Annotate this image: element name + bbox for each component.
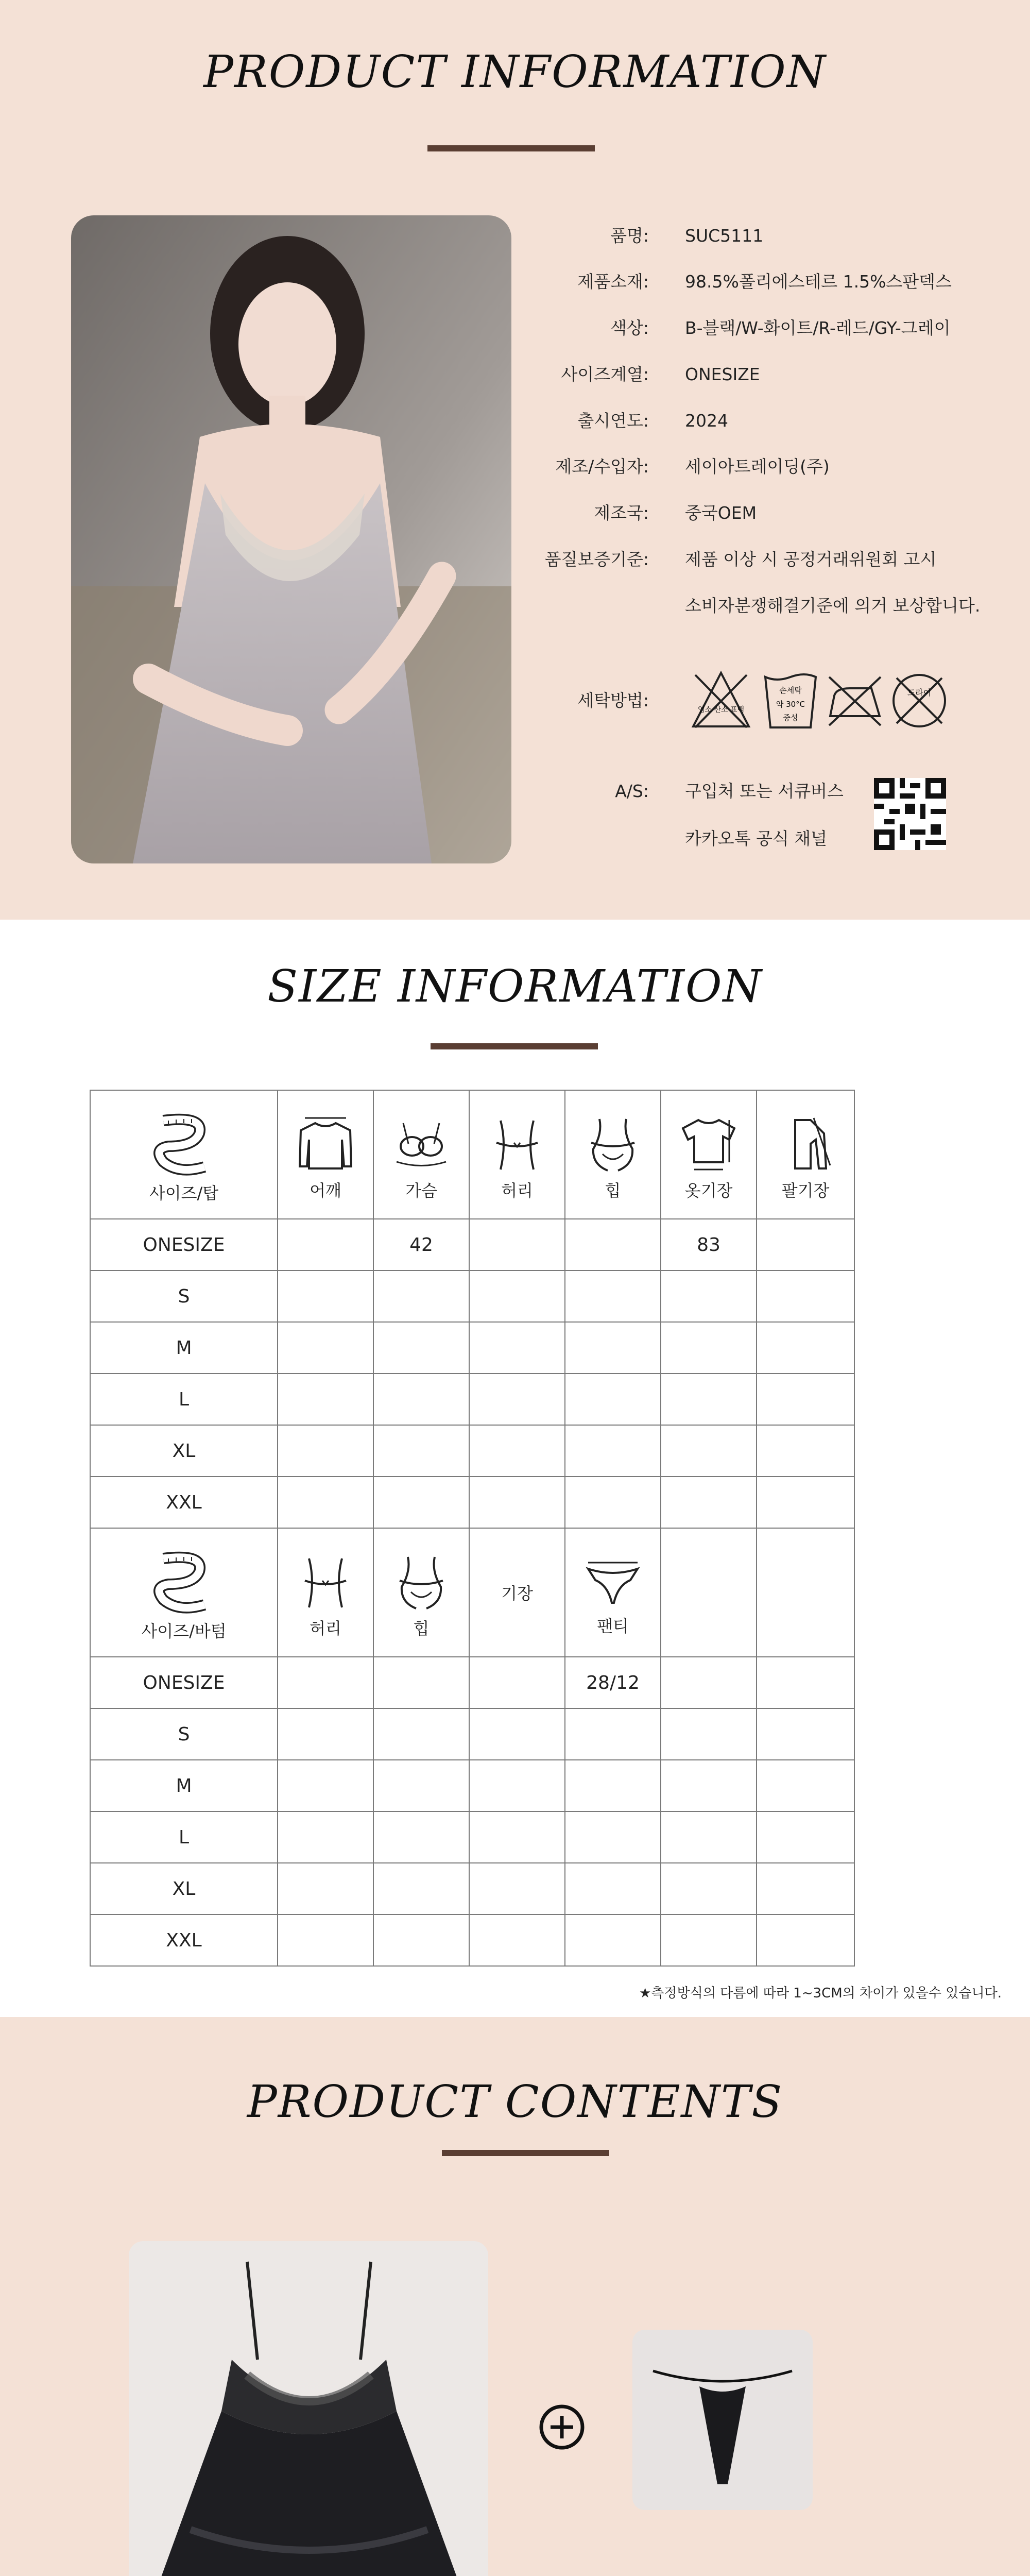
hip-icon: [390, 1551, 452, 1613]
top-cell: [757, 1374, 854, 1425]
bottom-row: [90, 1657, 854, 1708]
top-header-label: 사이즈/탑: [149, 1183, 219, 1203]
bottom-header-label: 허리: [310, 1619, 341, 1638]
bottom-cell: [469, 1914, 565, 1966]
bottom-cell: [757, 1760, 854, 1811]
top-cell: [373, 1374, 469, 1425]
bottom-cell: [469, 1811, 565, 1863]
info-label: 제조/수입자:: [555, 456, 649, 477]
panty-icon: [582, 1553, 644, 1610]
bottom-header-cell: [90, 1528, 278, 1657]
info-row: [536, 266, 1030, 297]
top-header-label: 옷기장: [684, 1181, 733, 1200]
top-cell: [565, 1477, 661, 1528]
top-cell: M: [90, 1322, 278, 1374]
top-cell: [373, 1425, 469, 1477]
top-cell: [565, 1425, 661, 1477]
bottom-header-label: 사이즈/바텀: [141, 1621, 227, 1641]
size-information-section: [0, 920, 1030, 2017]
bottom-row: [90, 1708, 854, 1760]
top-cell: [469, 1322, 565, 1374]
top-row: [90, 1270, 854, 1322]
top-cell: [278, 1219, 373, 1270]
top-cell: [757, 1219, 854, 1270]
top-header-label: 팔기장: [781, 1181, 830, 1200]
top-header-label: 어깨: [310, 1181, 341, 1200]
top-cell: [373, 1270, 469, 1322]
top-cell: ONESIZE: [90, 1219, 278, 1270]
as-line-1: 구입처 또는 서큐버스: [685, 781, 844, 801]
bottom-cell: [661, 1811, 757, 1863]
hand-wash-neutral: 중성: [783, 713, 798, 722]
bottom-header-row: [90, 1528, 854, 1657]
top-header-cell: [661, 1090, 757, 1219]
bottom-cell: XL: [90, 1863, 278, 1914]
top-cell: [661, 1322, 757, 1374]
bottom-header-cell: [469, 1528, 565, 1657]
bottom-row: [90, 1914, 854, 1966]
plus-icon: [538, 2403, 586, 2451]
info-value: 소비자분쟁해결기준에 의거 보상합니다.: [685, 596, 981, 616]
no-bleach-icon: [690, 670, 752, 732]
bottom-cell: [469, 1760, 565, 1811]
top-header-label: 허리: [501, 1181, 533, 1200]
bottom-cell: [373, 1811, 469, 1863]
bottom-cell: XXL: [90, 1914, 278, 1966]
product-information-section: [0, 0, 1030, 920]
top-cell: L: [90, 1374, 278, 1425]
qr-code-icon[interactable]: [874, 778, 946, 850]
top-cell: [373, 1322, 469, 1374]
sleeve-icon: [775, 1113, 836, 1175]
bottom-cell: 28/12: [565, 1657, 661, 1708]
bleach-text: 염소 산소 표백: [697, 706, 745, 714]
bottom-cell: [278, 1760, 373, 1811]
bottom-cell: [278, 1811, 373, 1863]
bottom-header-label: 기장: [501, 1584, 533, 1603]
bottom-cell: M: [90, 1760, 278, 1811]
info-value: 중국OEM: [685, 503, 757, 523]
top-cell: [565, 1219, 661, 1270]
top-cell: [469, 1219, 565, 1270]
section-title: PRODUCT CONTENTS: [247, 2076, 783, 2128]
info-value: 2024: [685, 411, 728, 431]
info-value: 세이아트레이딩(주): [685, 456, 830, 477]
top-cell: [278, 1322, 373, 1374]
bottom-cell: [373, 1657, 469, 1708]
slip-illustration: [129, 2241, 488, 2576]
info-label: 제조국:: [594, 503, 649, 523]
top-header-cell: [90, 1090, 278, 1219]
as-row: [536, 776, 1030, 807]
top-cell: 42: [373, 1219, 469, 1270]
top-cell: [278, 1270, 373, 1322]
top-header-cell: [757, 1090, 854, 1219]
info-row: [536, 405, 1030, 436]
hand-wash-icon: [762, 670, 819, 732]
top-cell: [757, 1477, 854, 1528]
length-icon: [678, 1113, 740, 1175]
info-label: 품질보증기준:: [544, 549, 649, 569]
bottom-header-cell: [757, 1528, 854, 1657]
bottom-cell: L: [90, 1811, 278, 1863]
as-line-2: 카카오톡 공식 채널: [685, 828, 828, 849]
bottom-cell: [278, 1914, 373, 1966]
bottom-cell: [373, 1914, 469, 1966]
bottom-cell: [565, 1760, 661, 1811]
bottom-cell: [373, 1863, 469, 1914]
hand-wash-text: 손세탁: [779, 686, 802, 695]
hip-icon: [582, 1113, 644, 1175]
top-cell: [565, 1270, 661, 1322]
info-label: 제품소재:: [577, 272, 649, 292]
info-value: B-블랙/W-화이트/R-레드/GY-그레이: [685, 318, 951, 338]
chest-icon: [390, 1113, 452, 1175]
bottom-cell: [661, 1760, 757, 1811]
model-photo: [71, 215, 511, 863]
title-underline: [442, 2150, 609, 2156]
top-cell: [757, 1270, 854, 1322]
top-cell: [757, 1425, 854, 1477]
bottom-cell: [661, 1914, 757, 1966]
top-header-cell: [373, 1090, 469, 1219]
info-row: [536, 221, 1030, 251]
top-cell: [373, 1477, 469, 1528]
bottom-cell: [661, 1708, 757, 1760]
bottom-cell: S: [90, 1708, 278, 1760]
top-header-cell: [278, 1090, 373, 1219]
bottom-cell: ONESIZE: [90, 1657, 278, 1708]
bottom-cell: [373, 1708, 469, 1760]
bottom-cell: [278, 1708, 373, 1760]
bottom-cell: [757, 1863, 854, 1914]
top-header-row: [90, 1090, 854, 1219]
bottom-cell: [757, 1708, 854, 1760]
bottom-cell: [757, 1657, 854, 1708]
info-label: 사이즈계열:: [561, 364, 649, 384]
dry-text: 드라이: [907, 688, 932, 698]
bottom-cell: [278, 1863, 373, 1914]
top-cell: XL: [90, 1425, 278, 1477]
top-cell: [757, 1322, 854, 1374]
top-cell: [278, 1374, 373, 1425]
bottom-row: [90, 1760, 854, 1811]
panty-photo: [632, 2330, 813, 2510]
as-row-2: [536, 823, 1030, 854]
info-value: 98.5%폴리에스테르 1.5%스판덱스: [685, 272, 952, 292]
section-title: PRODUCT INFORMATION: [203, 46, 827, 98]
panty-illustration: [632, 2330, 813, 2510]
hand-wash-temp: 약 30°C: [776, 700, 805, 709]
bottom-header-cell: [565, 1528, 661, 1657]
info-row: [536, 498, 1030, 529]
bottom-cell: [661, 1863, 757, 1914]
bottom-cell: [757, 1811, 854, 1863]
info-row: [536, 590, 1030, 621]
info-label: 출시연도:: [577, 411, 649, 431]
top-cell: [661, 1270, 757, 1322]
model-photo-illustration: [71, 215, 511, 863]
title-underline: [431, 1043, 598, 1049]
wash-label: 세탁방법:: [577, 690, 649, 710]
top-cell: [469, 1477, 565, 1528]
top-header-cell: [565, 1090, 661, 1219]
bottom-cell: [373, 1760, 469, 1811]
top-row: [90, 1374, 854, 1425]
measurement-note: ★측정방식의 다름에 따라 1~3CM의 차이가 있을수 있습니다.: [639, 1986, 1002, 2001]
bottom-cell: [757, 1914, 854, 1966]
shoulder-icon: [295, 1113, 356, 1175]
bottom-cell: [469, 1863, 565, 1914]
info-row: [536, 451, 1030, 482]
bottom-header-cell: [278, 1528, 373, 1657]
top-cell: [469, 1270, 565, 1322]
title-underline: [427, 145, 595, 151]
top-row: [90, 1219, 854, 1270]
tape-icon: [148, 1110, 220, 1177]
waist-icon: [295, 1551, 356, 1613]
top-row: [90, 1322, 854, 1374]
bottom-cell: [661, 1657, 757, 1708]
top-cell: [278, 1425, 373, 1477]
top-row: [90, 1425, 854, 1477]
bottom-cell: [565, 1811, 661, 1863]
top-cell: [469, 1425, 565, 1477]
dry-clean-icon: [888, 670, 950, 732]
slip-photo: [129, 2241, 488, 2576]
section-title: SIZE INFORMATION: [267, 961, 763, 1012]
top-cell: [278, 1477, 373, 1528]
top-header-cell: [469, 1090, 565, 1219]
bottom-cell: [469, 1708, 565, 1760]
top-header-label: 힙: [605, 1181, 621, 1200]
top-cell: [661, 1425, 757, 1477]
bottom-row: [90, 1811, 854, 1863]
top-cell: XXL: [90, 1477, 278, 1528]
bottom-cell: [278, 1657, 373, 1708]
bottom-cell: [469, 1657, 565, 1708]
top-cell: S: [90, 1270, 278, 1322]
bottom-header-cell: [373, 1528, 469, 1657]
info-label: 품명:: [610, 226, 649, 246]
top-cell: [661, 1477, 757, 1528]
product-contents-section: [0, 2017, 1030, 2576]
waist-icon: [486, 1113, 548, 1175]
info-row: [536, 359, 1030, 390]
top-header-label: 가슴: [405, 1181, 437, 1200]
bottom-cell: [565, 1914, 661, 1966]
info-label: 색상:: [610, 318, 649, 338]
no-iron-icon: [824, 670, 886, 732]
bottom-cell: [565, 1708, 661, 1760]
top-cell: [469, 1374, 565, 1425]
bottom-header-label: 팬티: [597, 1616, 629, 1636]
top-row: [90, 1477, 854, 1528]
as-label: A/S:: [615, 781, 649, 801]
bottom-cell: [565, 1863, 661, 1914]
info-row: [536, 313, 1030, 344]
bottom-header-label: 힙: [413, 1619, 430, 1638]
top-cell: 83: [661, 1219, 757, 1270]
top-cell: [565, 1374, 661, 1425]
bottom-row: [90, 1863, 854, 1914]
bottom-header-cell: [661, 1528, 757, 1657]
top-cell: [565, 1322, 661, 1374]
size-table: [90, 1090, 855, 1967]
info-value: SUC5111: [685, 226, 764, 246]
top-cell: [661, 1374, 757, 1425]
info-value: 제품 이상 시 공정거래위원회 고시: [685, 549, 937, 569]
tape-icon: [148, 1548, 220, 1615]
info-value: ONESIZE: [685, 364, 760, 384]
info-row: [536, 544, 1030, 575]
